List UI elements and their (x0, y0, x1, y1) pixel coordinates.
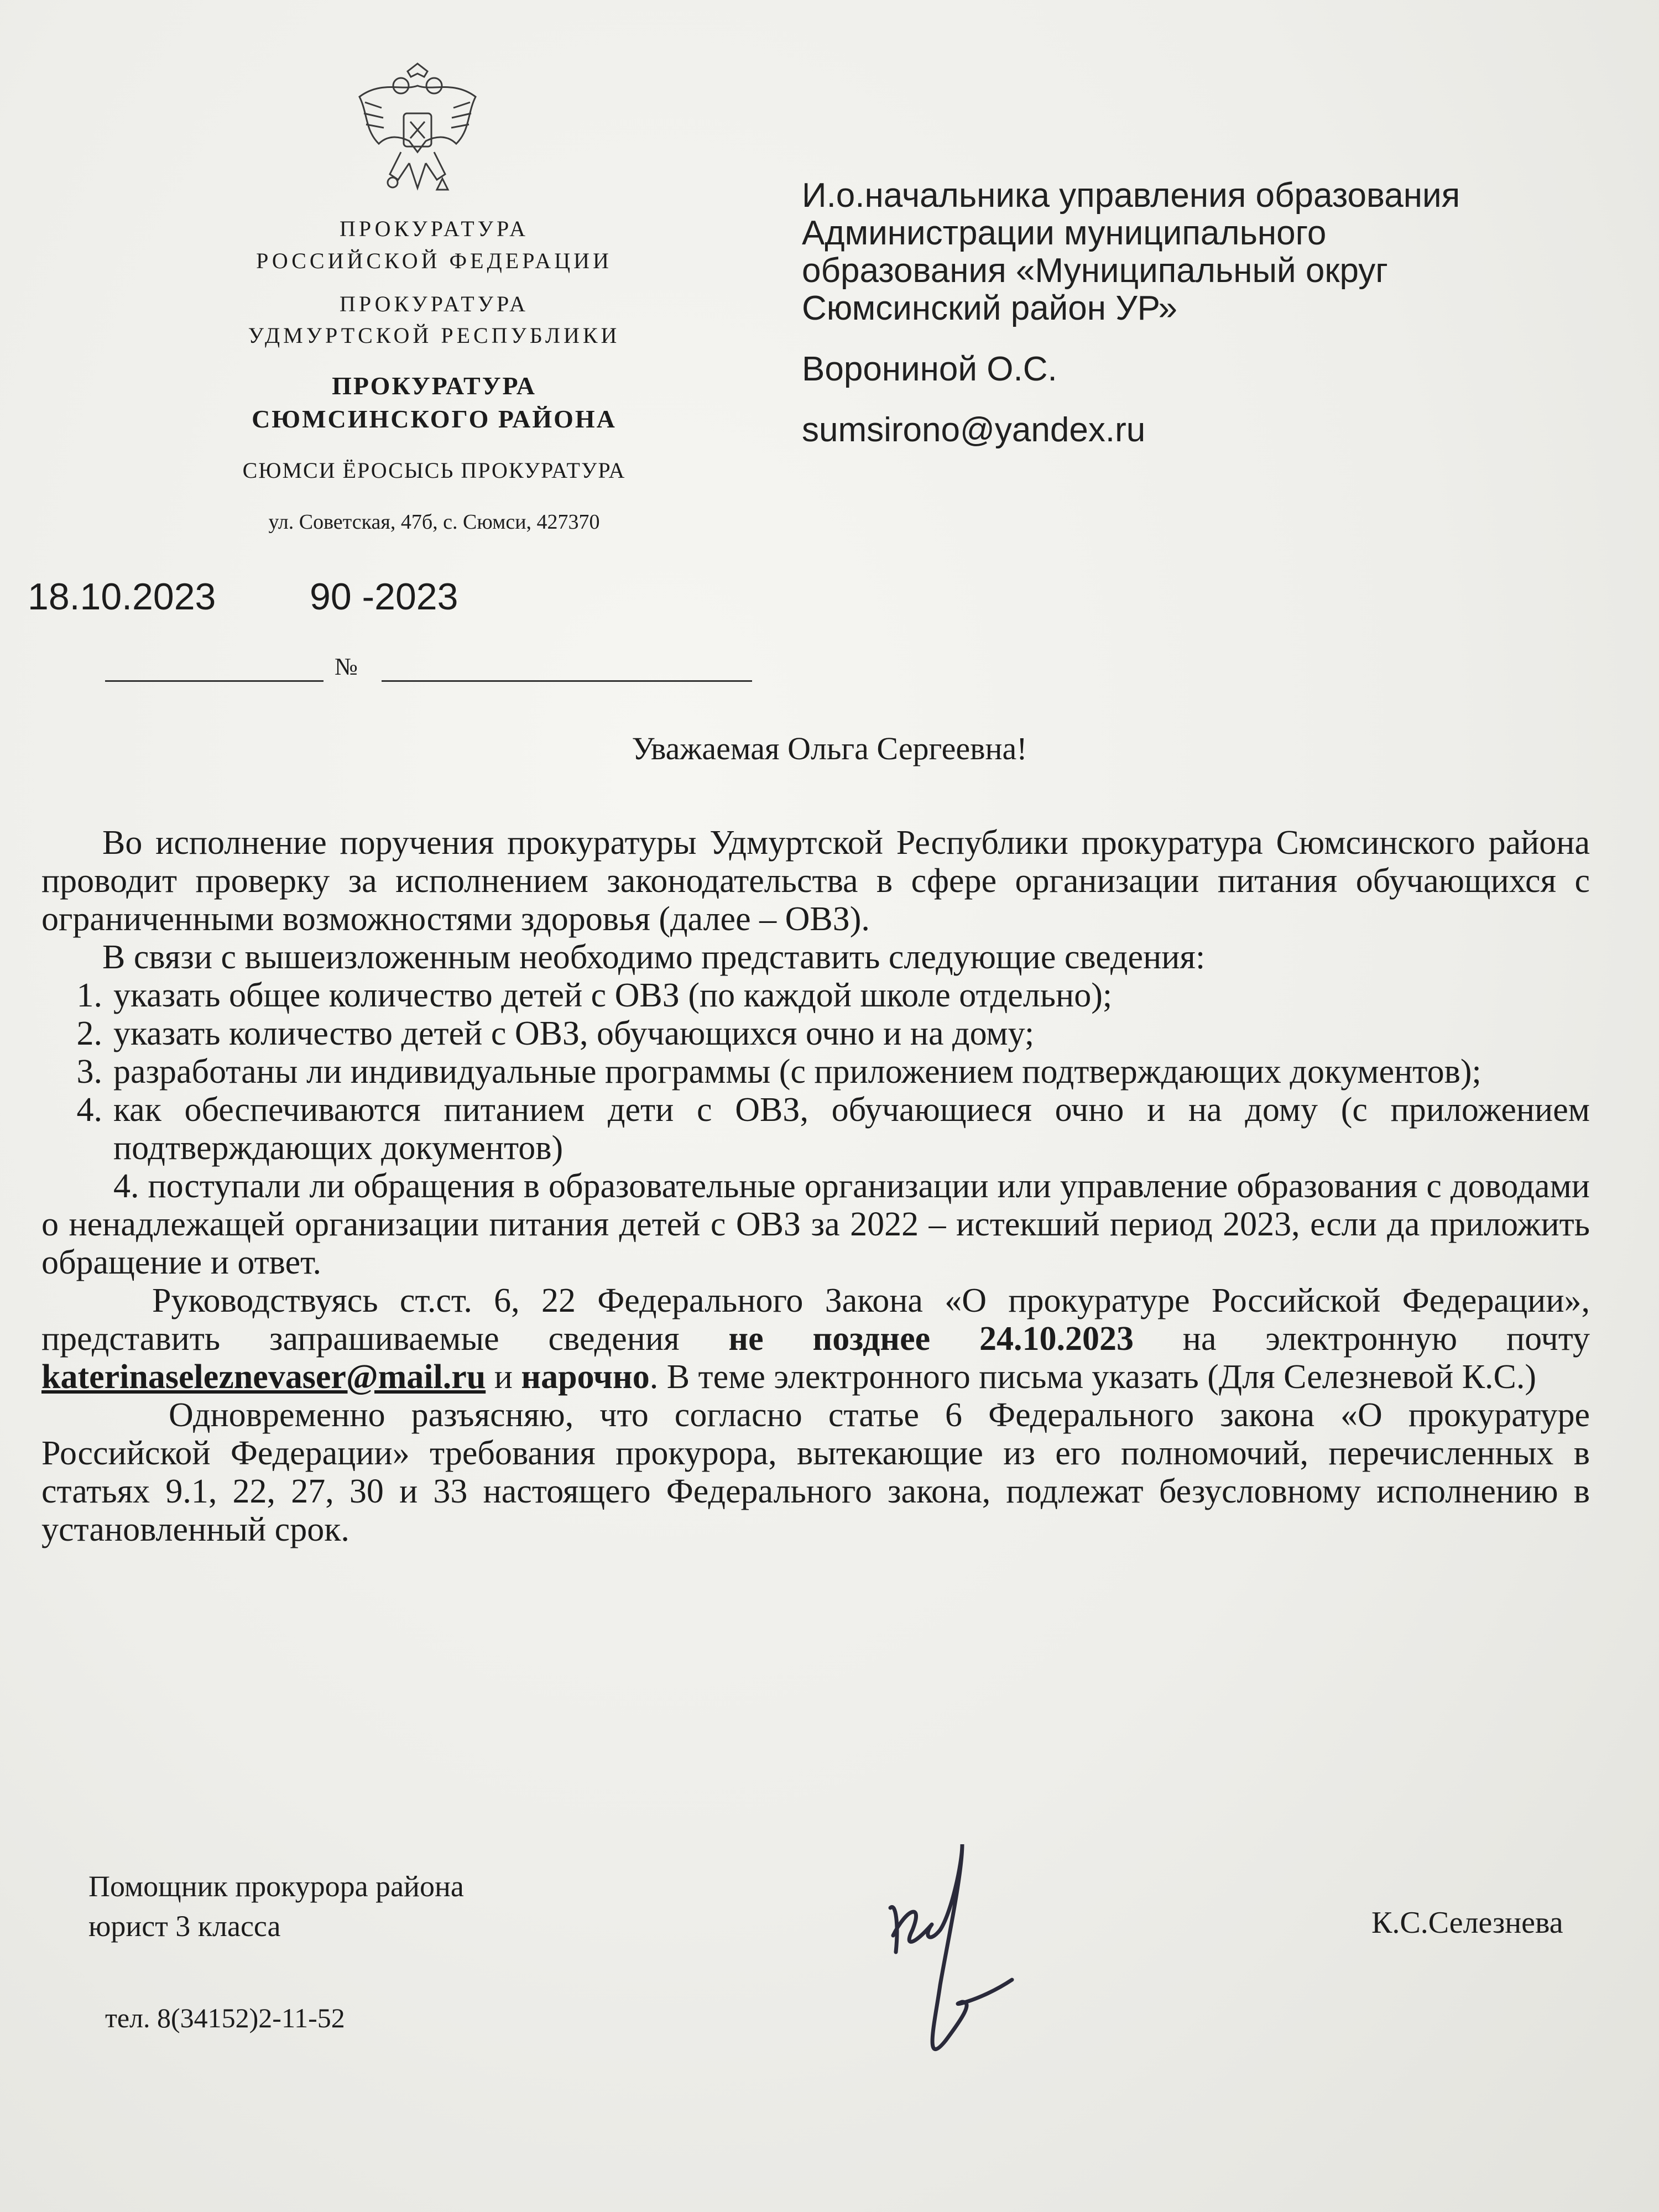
paragraph-complaints: 4. поступали ли обращения в образовательные организации или управление образования с доводами о ненадлежащей организации питания детей с ОВЗ за 2022 – истекший период 2023, если да приложить обращение и ответ. (41, 1167, 1590, 1281)
number-sign: № (335, 653, 358, 680)
contact-phone: тел. 8(34152)2-11-52 (105, 2002, 345, 2033)
sender-line-5: ПРОКУРАТУРА (332, 372, 536, 400)
signatory-title (88, 1866, 464, 1946)
paragraph-legal-notice: Одновременно разъясняю, что согласно статье 6 Федерального закона «О прокуратуре Российской Федерации» требования прокурора, вытекающие из его полномочий, перечисленных в статьях 9.1, 22, 27, 30 и 33 настоящего Федерального закона, подлежат безусловному исполнению в установленный срок. (41, 1396, 1590, 1548)
deadline-date: не позднее 24.10.2023 (728, 1320, 1134, 1358)
addressee-block (802, 177, 1631, 449)
addressee-name: Ворониной О.С. (802, 350, 1057, 388)
list-item: 2. указать количество детей с ОВЗ, обучающихся очно и на дому; (76, 1015, 1035, 1052)
date-rule (105, 680, 324, 682)
response-email-link[interactable]: katerinaseleznevaser@mail.ru (41, 1358, 486, 1396)
list-item: 3. разработаны ли индивидуальные программы (с приложением подтверждающих документов); (76, 1053, 1481, 1091)
letter-body (41, 824, 1590, 1549)
list-item: 4. как обеспечиваются питанием дети с ОВЗ, обучающиеся очно и на дому (с приложением подтверждающих документов) (76, 1091, 1590, 1167)
number-rule (382, 680, 752, 682)
letter-number: 90 -2023 (310, 576, 458, 618)
paragraph-request: В связи с вышеизложенным необходимо представить следующие сведения: (102, 938, 1206, 976)
signatory-title-line-1: Помощник прокурора района (88, 1870, 464, 1903)
sender-line-6: СЮМСИНСКОГО РАЙОНА (252, 405, 617, 433)
sender-line-7: СЮМСИ ЁРОСЫСЬ ПРОКУРАТУРА (242, 458, 626, 483)
paragraph-intro: Во исполнение поручения прокуратуры Удмуртской Республики прокуратура Сюмсинского района проводит проверку за исполнением законодательства в сфере организации питания обучающихся с ограниченными возможностями здоровья (далее – ОВЗ). (41, 824, 1590, 938)
courier-delivery: нарочно (521, 1358, 650, 1396)
sender-line-1: ПРОКУРАТУРА (340, 216, 529, 241)
sender-address: ул. Советская, 47б, с. Сюмси, 427370 (268, 510, 600, 534)
letter-date: 18.10.2023 (28, 576, 216, 618)
handwritten-signature (879, 1841, 1051, 2074)
sender-line-2: РОССИЙСКОЙ ФЕДЕРАЦИИ (256, 248, 612, 273)
signatory-name: К.С.Селезнева (1371, 1906, 1563, 1940)
addressee-position: И.о.начальника управления образования Администрации муниципального образования «Муниципальный округ Сюмсинский район УР» (802, 176, 1460, 327)
coat-of-arms-emblem (348, 53, 487, 205)
greeting: Уважаемая Ольга Сергеевна! (632, 731, 1027, 766)
sender-line-4: УДМУРТСКОЙ РЕСПУБЛИКИ (248, 323, 620, 348)
list-item: 1. указать общее количество детей с ОВЗ (по каждой школе отдельно); (76, 977, 1113, 1014)
paragraph-deadline: Руководствуясь ст.ст. 6, 22 Федерального Закона «О прокуратуре Российской Федерации», представить запрашиваемые сведения не позднее 24.10.2023 на электронную почту katerinaseleznevaser@mail.ru и нарочно. В теме электронного письма указать (Для Селезневой К.С.) (41, 1282, 1590, 1396)
sender-line-3: ПРОКУРАТУРА (340, 291, 529, 316)
signatory-title-line-2: юрист 3 класса (88, 1910, 281, 1943)
addressee-email: sumsirono@yandex.ru (802, 411, 1146, 449)
